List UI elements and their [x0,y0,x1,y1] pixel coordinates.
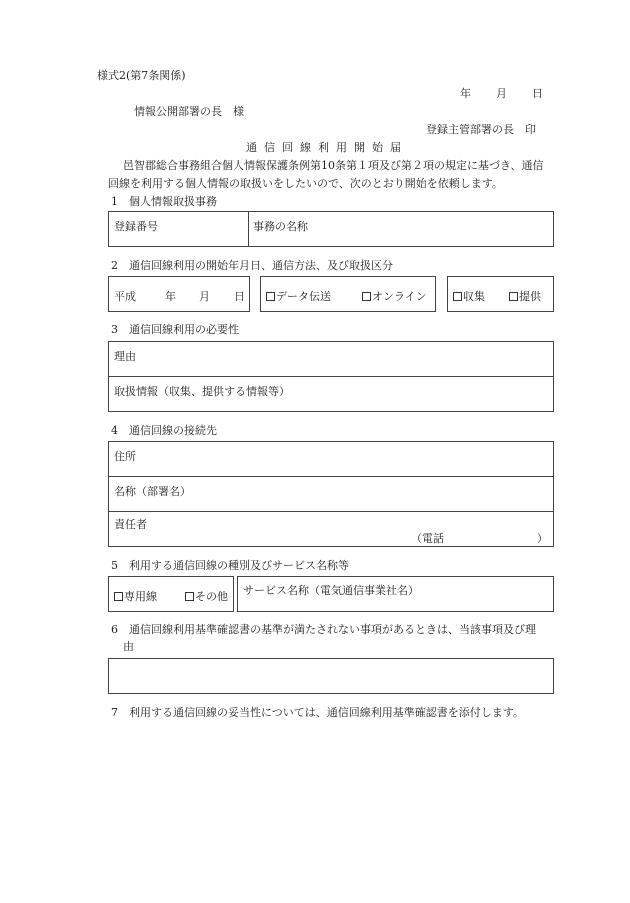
section-6-heading-line-2: 由 [123,640,134,653]
intro-line-1: 邑智郡総合事務組合個人情報保護条例第10条第１項及び第２項の規定に基づき、通信 [123,159,544,172]
dedicated-line-option[interactable] [114,588,157,604]
start-month-label: 月 [199,290,210,303]
start-year-label: 年 [165,290,176,303]
section-3-heading: 3 通信回線利用の必要性 [111,323,239,336]
data-transfer-option[interactable] [266,288,331,304]
reason-label: 理由 [114,350,136,363]
office-name-label: 事務の名称 [253,220,308,233]
addressee: 情報公開部署の長 様 [134,105,244,118]
date-day: 日 [532,87,543,100]
collect-option[interactable] [453,288,485,304]
date-year: 年 [460,87,471,100]
registration-number-label: 登録番号 [114,220,158,233]
sender: 登録主管部署の長 印 [426,123,536,136]
checkbox-icon [509,292,518,301]
phone-close-label: ） [537,532,548,545]
form-id: 様式2(第7条関係) [97,69,186,82]
provide-option[interactable] [509,288,541,304]
data-transfer-label: データ伝送 [276,290,331,303]
section-2-heading: 2 通信回線利用の開始年月日、通信方法、及び取扱区分 [111,259,393,272]
form-title: 通信回線利用開始届 [246,141,408,154]
start-day-label: 日 [234,290,245,303]
section-3-divider [108,376,554,377]
address-label: 住所 [114,450,136,463]
department-name-label: 名称（部署名） [114,485,191,498]
section-1-heading: 1 個人情報取扱事務 [111,195,217,208]
dedicated-line-label: 専用線 [124,590,157,603]
section-6-box [108,658,554,694]
responsible-person-label: 責任者 [114,518,147,531]
section-4-heading: 4 通信回線の接続先 [111,424,217,437]
checkbox-icon [266,292,275,301]
collect-label: 収集 [463,290,485,303]
section-4-divider-2 [108,511,554,512]
other-line-option[interactable] [185,588,228,604]
section-5-heading: 5 利用する通信回線の種別及びサービス名称等 [111,559,349,572]
other-line-label: その他 [195,590,228,603]
provide-label: 提供 [519,290,541,303]
service-name-label: サービス名称（電気通信事業社名） [243,584,419,597]
section-7-text: 7 利用する通信回線の妥当性については、通信回線利用基準確認書を添付します。 [111,706,524,719]
handled-info-label: 取扱情報（収集、提供する情報等） [114,385,290,398]
section-4-divider-1 [108,476,554,477]
checkbox-icon [453,292,462,301]
intro-line-2: 回線を利用する個人情報の取扱いをしたいので、次のとおり開始を依頼します。 [108,177,503,190]
section-6-heading-line-1: 6 通信回線利用基準確認書の基準が満たされない事項があるときは、当該事項及び理 [111,623,536,636]
checkbox-icon [114,592,123,601]
section-1-table [108,211,554,247]
date-month: 月 [496,87,507,100]
era-label: 平成 [114,290,136,303]
online-option[interactable] [362,288,427,304]
checkbox-icon [185,592,194,601]
online-label: オンライン [372,290,427,303]
phone-open-label: （電話 [411,532,444,545]
section-1-divider [248,211,249,247]
checkbox-icon [362,292,371,301]
